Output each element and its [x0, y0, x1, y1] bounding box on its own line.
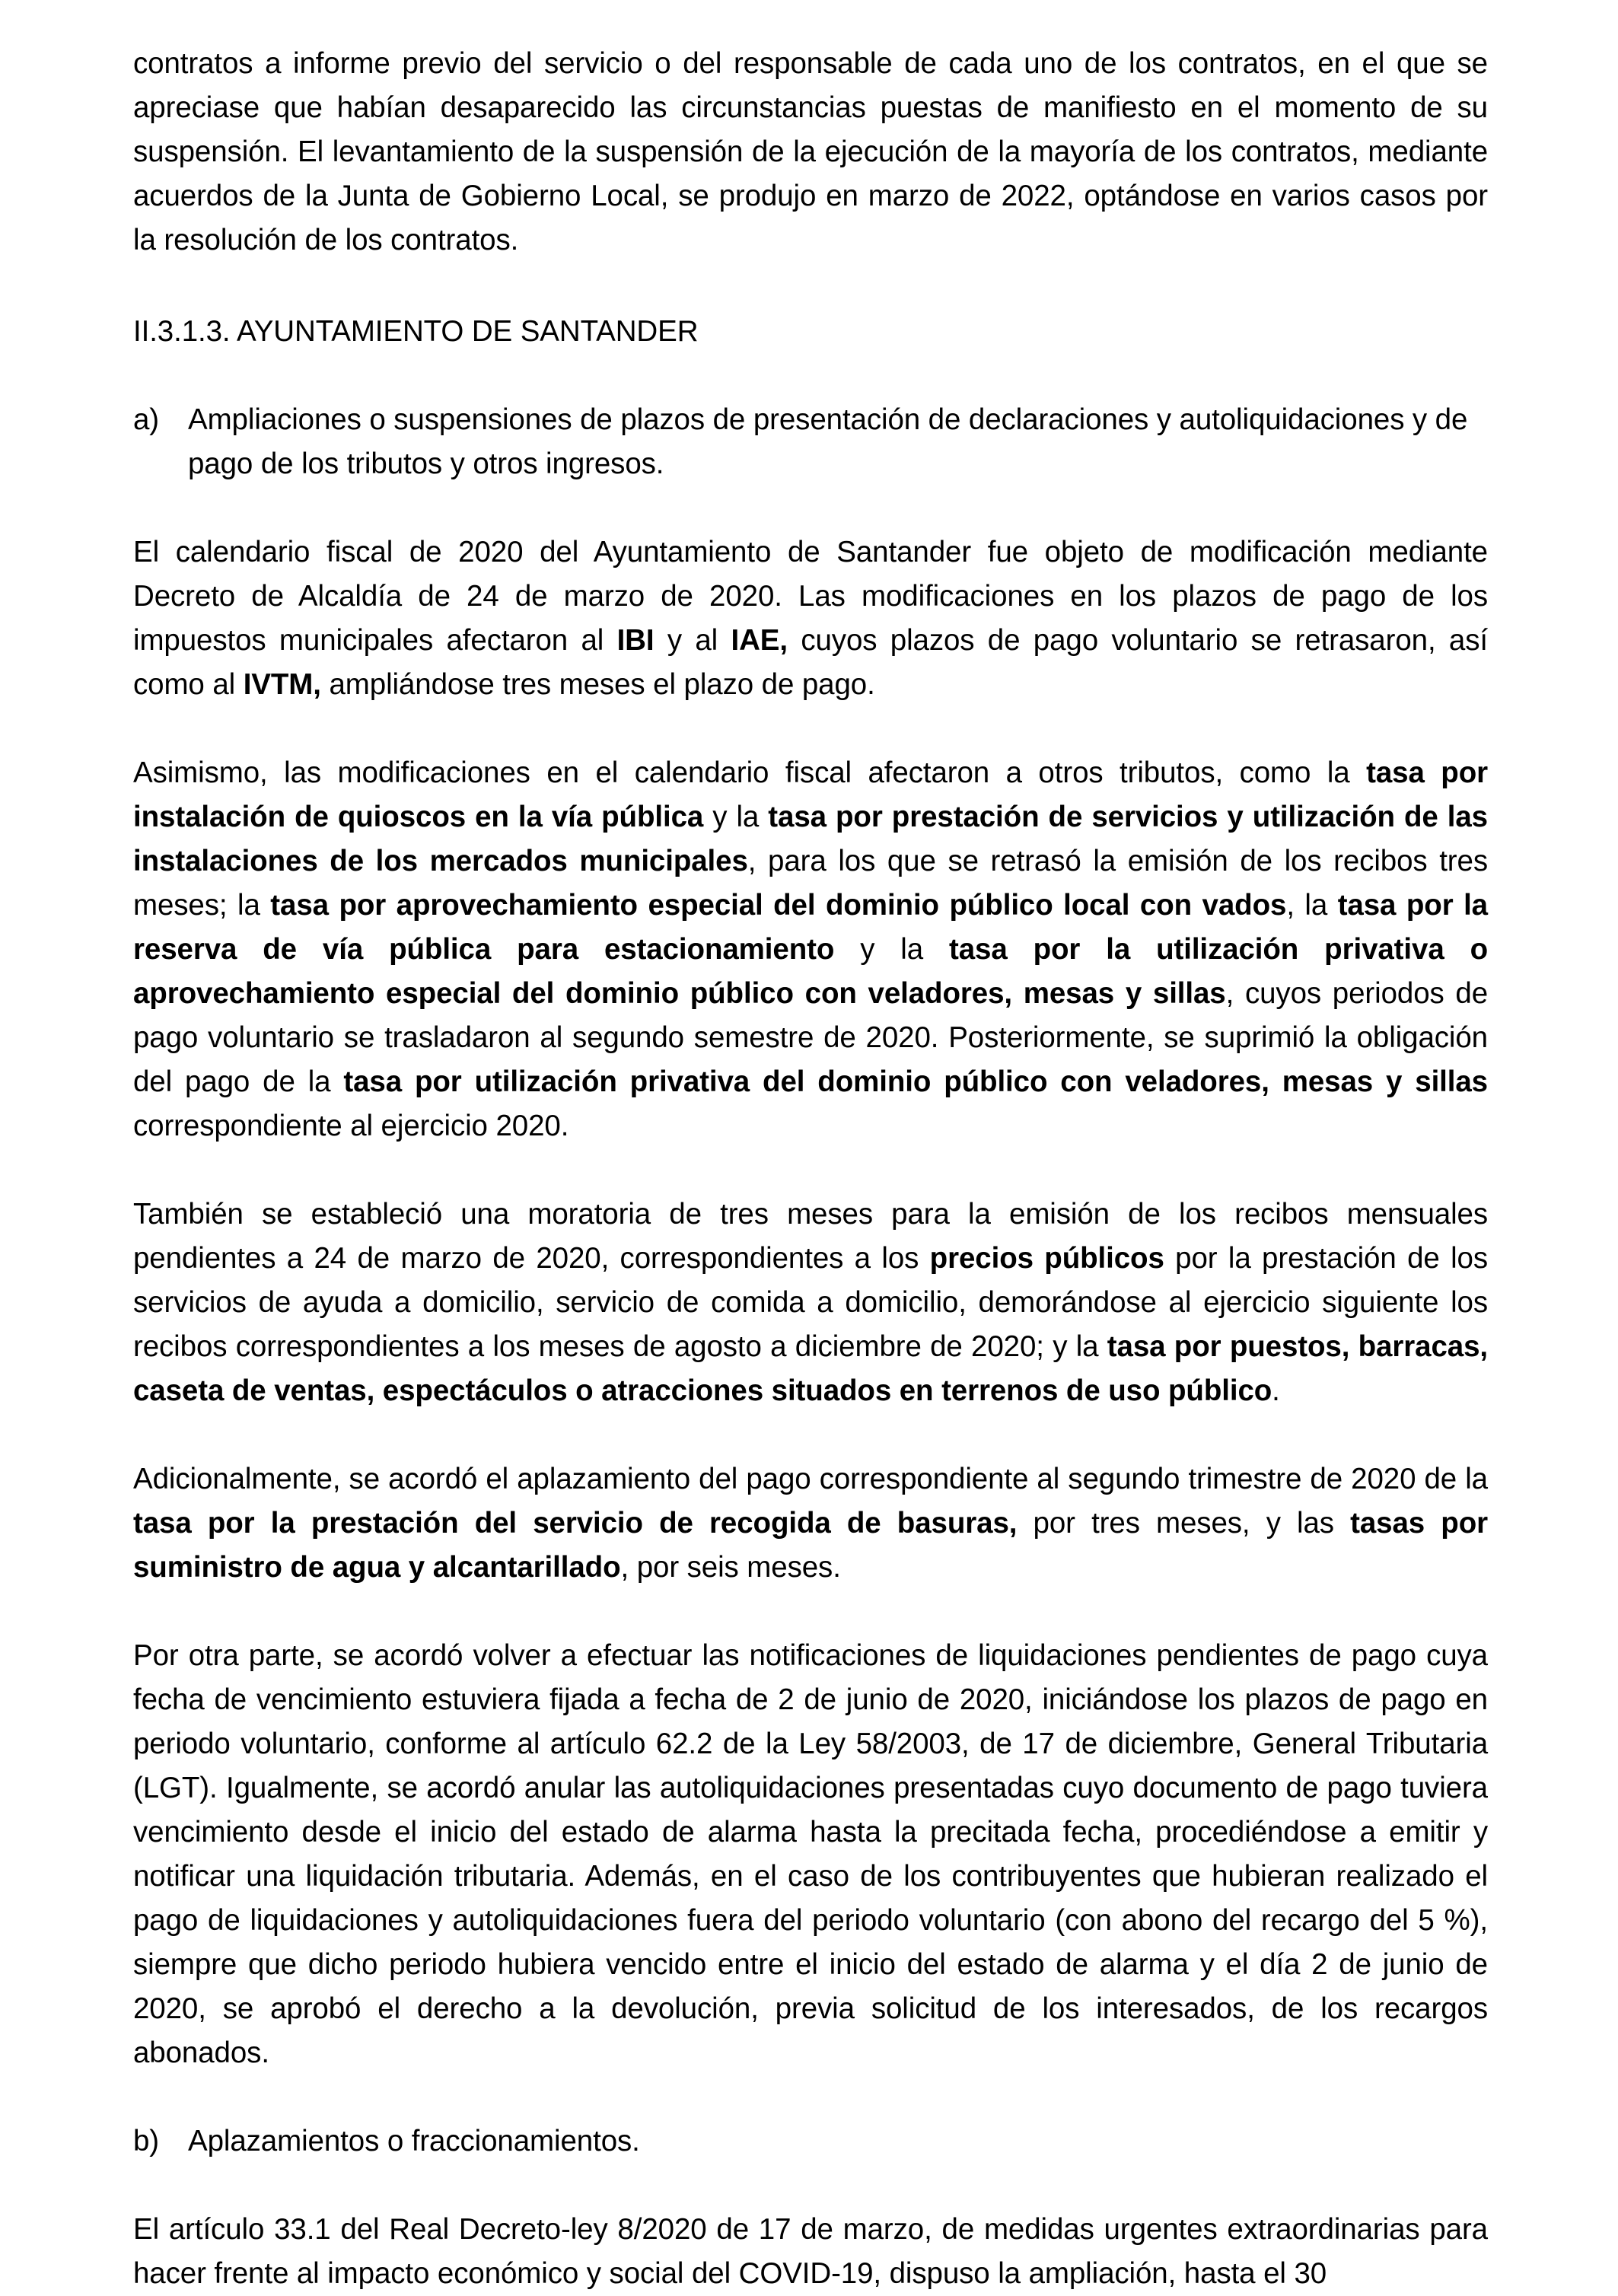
page-content — [133, 42, 1488, 2296]
emphasis-text: tasas por suministro de agua y alcantarillado — [133, 1507, 1488, 1584]
block-spacer — [133, 2075, 1488, 2119]
list-item-text: Ampliaciones o suspensiones de plazos de presentación de declaraciones y autoliquidaciones y de pago de los tributos y otros ingresos. — [188, 403, 1468, 480]
emphasis-text: tasa por la reserva de vía pública para estacionamiento — [133, 889, 1488, 966]
emphasis-text: tasa por aprovechamiento especial del dominio público local con vados — [270, 889, 1287, 922]
block-spacer — [133, 1148, 1488, 1193]
emphasis-text: IVTM, — [243, 668, 321, 701]
emphasis-text: IBI — [616, 624, 655, 657]
body-paragraph: Adicionalmente, se acordó el aplazamiento del pago correspondiente al segundo trimestre de 2020 de la tasa por la prestación del servicio de recogida de basuras, por tres meses, y las tasas por suministro de agua y alcantarillado, por seis meses. — [133, 1463, 1488, 1584]
emphasis-text: IAE, — [731, 624, 788, 657]
emphasis-text: tasa por prestación de servicios y utilización de las instalaciones de los mercados municipales — [133, 801, 1488, 877]
list-item — [133, 398, 1488, 486]
list-item-marker: b) — [133, 2125, 160, 2157]
emphasis-text: tasa por utilización privativa del dominio público con veladores, mesas y sillas — [343, 1065, 1488, 1098]
text-flow — [133, 42, 1488, 2296]
list-item — [133, 2119, 1488, 2164]
list-item-text: Aplazamientos o fraccionamientos. — [188, 2125, 640, 2157]
body-paragraph: contratos a informe previo del servicio o del responsable de cada uno de los contratos, en el que se apreciase que habían desaparecido las circunstancias puestas de manifiesto en el momento de su suspensión. El levantamiento de la suspensión de la ejecución de la mayoría de los contratos, mediante acuerdos de la Junta de Gobierno Local, se produjo en marzo de 2022, optándose en varios casos por la resolución de los contratos. — [133, 47, 1488, 256]
emphasis-text: precios públicos — [929, 1242, 1164, 1275]
block-spacer — [133, 354, 1488, 398]
block-spacer — [133, 1413, 1488, 1457]
body-paragraph: También se estableció una moratoria de tres meses para la emisión de los recibos mensuales pendientes a 24 de marzo de 2020, correspondientes a los precios públicos por la prestación de los servicios de ayuda a domicilio, servicio de comida a domicilio, demorándose al ejercicio siguiente los recibos correspondientes a los meses de agosto a diciembre de 2020; y la tasa por puestos, barracas, caseta de ventas, espectáculos o atracciones situados en terrenos de uso público. — [133, 1198, 1488, 1407]
body-paragraph: El calendario fiscal de 2020 del Ayuntamiento de Santander fue objeto de modificación mediante Decreto de Alcaldía de 24 de marzo de 2020. Las modificaciones en los plazos de pago de los impuestos municipales afectaron al IBI y al IAE, cuyos plazos de pago voluntario se retrasaron, así como al IVTM, ampliándose tres meses el plazo de pago. — [133, 536, 1488, 701]
block-spacer — [133, 263, 1488, 310]
emphasis-text: tasa por puestos, barracas, caseta de ventas, espectáculos o atracciones situados en terrenos de uso público — [133, 1330, 1488, 1407]
emphasis-text: tasa por la utilización privativa o aprovechamiento especial del dominio público con veladores, mesas y sillas — [133, 933, 1488, 1010]
emphasis-text: tasa por instalación de quioscos en la vía pública — [133, 756, 1488, 833]
block-spacer — [133, 2164, 1488, 2208]
body-paragraph: Asimismo, las modificaciones en el calendario fiscal afectaron a otros tributos, como la tasa por instalación de quioscos en la vía pública y la tasa por prestación de servicios y utilización de las instalaciones de los mercados municipales, para los que se retrasó la emisión de los recibos tres meses; la tasa por aprovechamiento especial del dominio público local con vados, la tasa por la reserva de vía pública para estacionamiento y la tasa por la utilización privativa o aprovechamiento especial del dominio público con veladores, mesas y sillas, cuyos periodos de pago voluntario se trasladaron al segundo semestre de 2020. Posteriormente, se suprimió la obligación del pago de la tasa por utilización privativa del dominio público con veladores, mesas y sillas correspondiente al ejercicio 2020. — [133, 756, 1489, 1142]
body-paragraph: Por otra parte, se acordó volver a efectuar las notificaciones de liquidaciones pendientes de pago cuya fecha de vencimiento estuviera fijada a fecha de 2 de junio de 2020, iniciándose los plazos de pago en periodo voluntario, conforme al artículo 62.2 de la Ley 58/2003, de 17 de diciembre, General Tributaria (LGT). Igualmente, se acordó anular las autoliquidaciones presentadas cuyo documento de pago tuviera vencimiento desde el inicio del estado de alarma hasta la precitada fecha, procediéndose a emitir y notificar una liquidación tributaria. Además, en el caso de los contribuyentes que hubieran realizado el pago de liquidaciones y autoliquidaciones fuera del periodo voluntario (con abono del recargo del 5 %), siempre que dicho periodo hubiera vencido entre el inicio del estado de alarma y el día 2 de junio de 2020, se aprobó el derecho a la devolución, previa solicitud de los interesados, de los recargos abonados. — [133, 1639, 1488, 2069]
section-heading: II.3.1.3. AYUNTAMIENTO DE SANTANDER — [133, 315, 699, 348]
body-paragraph: El artículo 33.1 del Real Decreto-ley 8/2020 de 17 de marzo, de medidas urgentes extraordinarias para hacer frente al impacto económico y social del COVID-19, dispuso la ampliación, hasta el 30 — [133, 2213, 1488, 2290]
block-spacer — [133, 1590, 1488, 1634]
list-item-marker: a) — [133, 403, 160, 436]
block-spacer — [133, 486, 1488, 530]
block-spacer — [133, 707, 1488, 751]
emphasis-text: tasa por la prestación del servicio de recogida de basuras, — [133, 1507, 1018, 1540]
